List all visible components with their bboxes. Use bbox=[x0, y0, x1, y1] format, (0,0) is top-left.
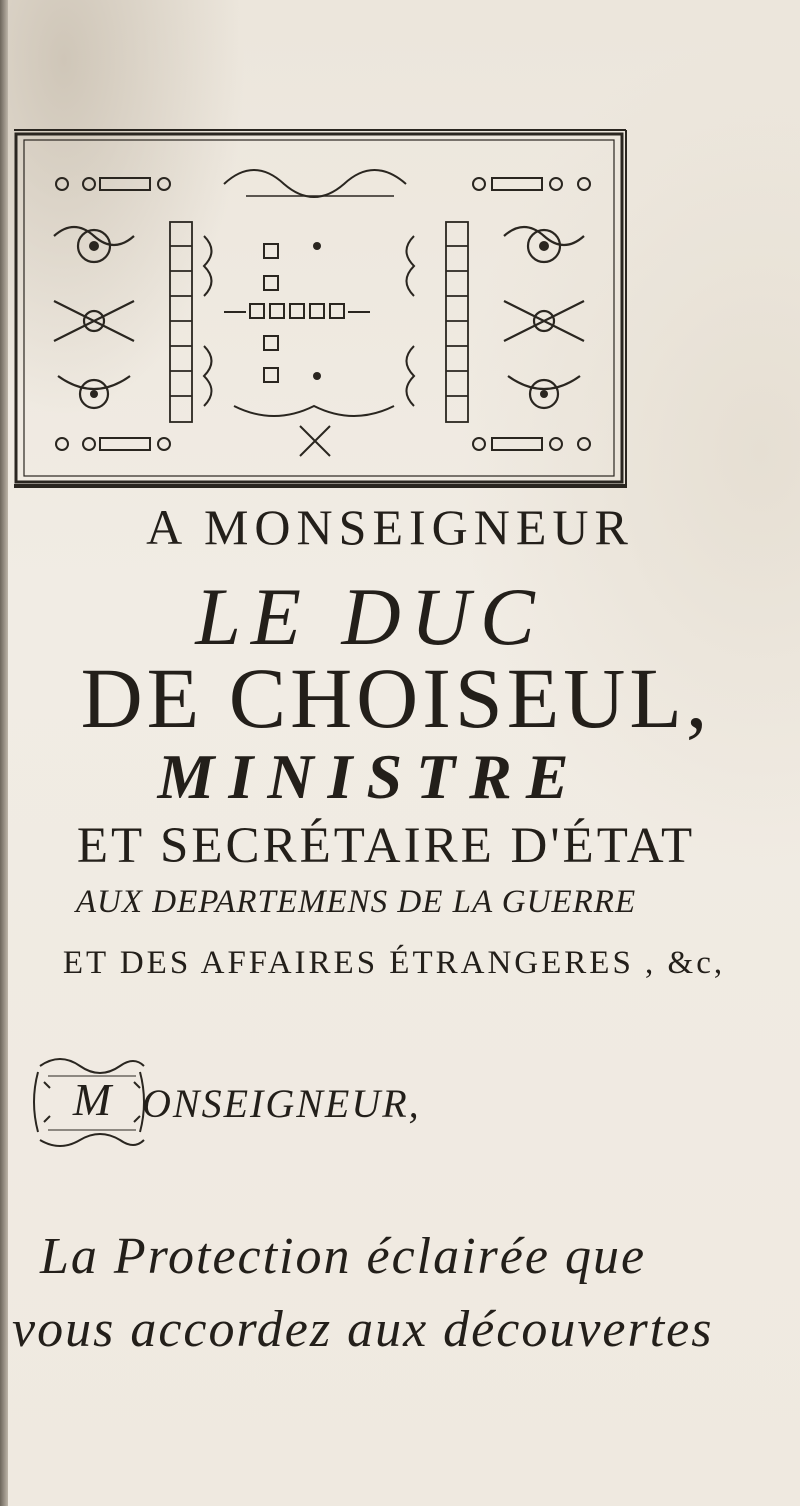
dedication-line-2: LE DUC bbox=[195, 571, 545, 662]
dedication-line-4: MINISTRE bbox=[157, 741, 583, 812]
salutation bbox=[30, 1052, 750, 1152]
dedication-line-7: ET DES AFFAIRES ÉTRANGERES , &c, bbox=[62, 945, 726, 981]
salutation-text: ONSEIGNEUR, bbox=[142, 1081, 421, 1126]
ornamental-drop-cap bbox=[30, 1052, 154, 1152]
typographic-headpiece-ornament bbox=[14, 126, 630, 492]
dedication-line-1: A MONSEIGNEUR bbox=[146, 499, 634, 555]
drop-cap-letter: M bbox=[72, 1074, 112, 1125]
dedication-line-5: ET SECRÉTAIRE D'ÉTAT bbox=[76, 818, 696, 874]
body-text-line-1: La Protection éclairée que bbox=[40, 1228, 647, 1285]
body-text-line-2: vous accordez aux découvertes bbox=[12, 1301, 714, 1358]
dedication-line-6: AUX DEPARTEMENS DE LA GUERRE bbox=[75, 884, 637, 920]
dedication-line-3: DE CHOISEUL, bbox=[80, 650, 712, 746]
